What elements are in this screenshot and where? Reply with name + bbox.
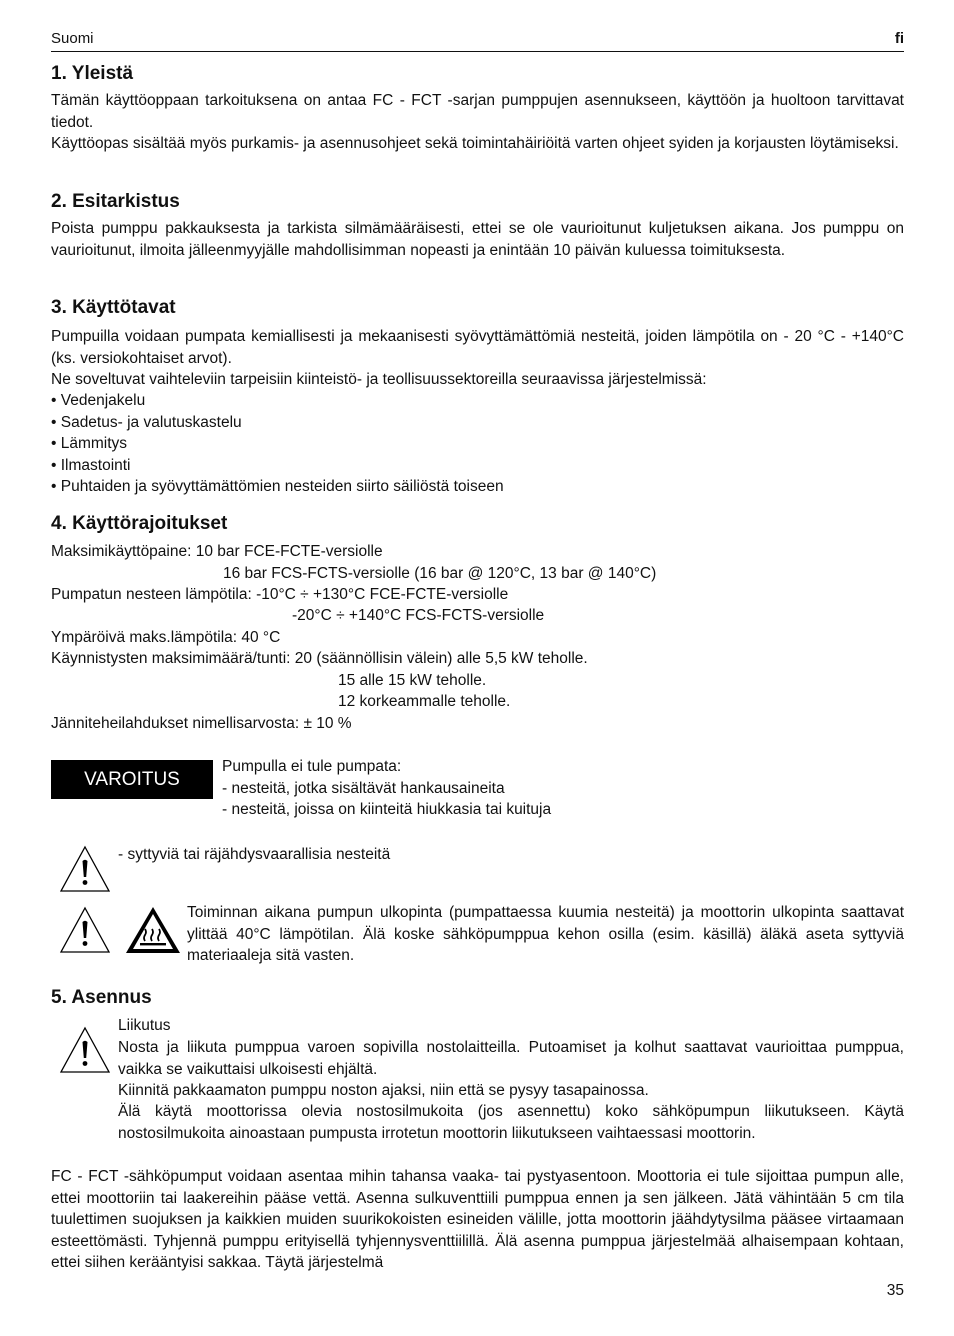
moving-para-3: Älä käytä moottorissa olevia nostosilmukoita (jos asennettu) koko sähköpumpun liikutukseen. Käytä nostosilmukoita ainoastaan pumpusta irrotetun moottorin liikutukseen vaihtaessasi moottorin.: [118, 1103, 904, 1142]
section-1-para-2: Käyttöopas sisältää myös purkamis- ja asennusohjeet sekä toimintahäiriöitä varten ohjeet syiden ja korjausten löytämiseksi.: [51, 135, 899, 152]
limit-line: -20°C ÷ +140°C FCS-FCTS-versiolle: [292, 607, 545, 624]
bullet-item: • Puhtaiden ja syövyttämättömien nesteiden siirto säiliöstä toiseen: [51, 478, 504, 495]
limit-line: 15 alle 15 kW teholle.: [338, 672, 487, 689]
general-warning-icon: [58, 905, 112, 955]
header-language: Suomi: [51, 30, 94, 47]
general-warning-icon: [58, 844, 112, 894]
section-2-para-1: Poista pumppu pakkauksesta ja tarkista silmämääräisesti, ettei se ole vaurioitunut kuljetuksen aikana. Jos pumppu on vaurioitunut, ilmoita jälleenmyyjälle mahdollisimman nopeasti ja enintään 10 päivän kuluessa toimituksesta.: [51, 220, 904, 259]
limit-line: Jänniteheilahdukset nimellisarvosta: ± 10 %: [51, 715, 352, 732]
header-rule: [51, 51, 904, 52]
warning-text: - syttyviä tai räjähdysvaarallisia nesteitä: [118, 846, 391, 863]
page-number: 35: [886, 1282, 904, 1299]
header-language-code: fi: [894, 30, 904, 47]
limit-line: 12 korkeammalle teholle.: [338, 693, 511, 710]
warning-label: VAROITUS: [51, 760, 213, 799]
general-warning-icon: [58, 1025, 112, 1075]
section-3-para-2: Ne soveltuvat vaihteleviin tarpeisiin kiinteistö- ja teollisuussektoreilla seuraavissa järjestelmissä:: [51, 371, 707, 388]
limit-line: 16 bar FCS-FCTS-versiolle (16 bar @ 120°C, 13 bar @ 140°C): [223, 565, 657, 582]
section-2-heading: 2. Esitarkistus: [51, 191, 180, 212]
moving-subheading: Liikutus: [118, 1017, 171, 1034]
installation-para: FC - FCT -sähköpumput voidaan asentaa mihin tahansa vaaka- tai pystyasentoon. Moottoria ei tule sijoittaa pumpun alle, ettei moottoriin tai laakereihin pääse vettä. Asenna sulkuventtiili pumppua ennen ja sen jälkeen. Jätä vähintään 5 cm tila tuulettimen suojuksen ja kaikkien muiden suurikokoisten esineiden välille, jotta moottorin jäähdytysilma pääsee virtaamaan esteettömästi. Tyhjennä pumppu erityisellä tyhjennysventtiilillä. Älä asenna pumppua järjestelmää alhaisempaan kohtaan, ettei siihen kerääntyisi sakkaa. Täytä järjestelmä: [51, 1168, 904, 1272]
warning-text: - nesteitä, joissa on kiinteitä hiukkasia tai kuituja: [222, 801, 552, 818]
limit-line: Ympäröivä maks.lämpötila: 40 °C: [51, 629, 281, 646]
section-4-heading: 4. Käyttörajoitukset: [51, 513, 228, 534]
warning-text: - nesteitä, jotka sisältävät hankausaineita: [222, 780, 505, 797]
warning-text: Pumpulla ei tule pumpata:: [222, 758, 402, 775]
section-5-heading: 5. Asennus: [51, 987, 152, 1008]
bullet-item: • Lämmitys: [51, 435, 128, 452]
bullet-item: • Sadetus- ja valutuskastelu: [51, 414, 242, 431]
limit-line: Käynnistysten maksimimäärä/tunti: 20 (säännöllisin välein) alle 5,5 kW teholle.: [51, 650, 588, 667]
section-1-para-1: Tämän käyttöoppaan tarkoituksena on antaa FC - FCT -sarjan pumppujen asennukseen, käyttöön ja huoltoon tarvittavat tiedot.: [51, 92, 904, 131]
section-1-heading: 1. Yleistä: [51, 63, 134, 84]
moving-para-1: Nosta ja liikuta pumppua varoen sopivilla nostolaitteilla. Putoamiset ja kolhut saattavat vaurioittaa pumppua, vaikka se vaikuttaisi ulkoisesti ehjältä.: [118, 1039, 904, 1078]
hot-surface-icon: [124, 905, 182, 955]
section-3-para-1: Pumpuilla voidaan pumpata kemiallisesti ja mekaanisesti syövyttämättömiä nesteitä, joiden lämpötila on - 20 °C - +140°C (ks. versiokohtaiset arvot).: [51, 328, 904, 367]
hot-surface-warning-text: Toiminnan aikana pumpun ulkopinta (pumpattaessa kuumia nesteitä) ja moottorin ulkopinta saattavat ylittää 40°C lämpötilan. Älä koske sähköpumppua kehon osilla (esim. käsillä) äläkä aseta syttyviä materiaaleja sitä vasten.: [187, 904, 904, 965]
bullet-item: • Vedenjakelu: [51, 392, 146, 409]
limit-line: Pumpatun nesteen lämpötila: -10°C ÷ +130°C FCE-FCTE-versiolle: [51, 586, 509, 603]
section-3-heading: 3. Käyttötavat: [51, 297, 176, 318]
limit-line: Maksimikäyttöpaine: 10 bar FCE-FCTE-versiolle: [51, 543, 383, 560]
bullet-item: • Ilmastointi: [51, 457, 131, 474]
moving-para-2: Kiinnitä pakkaamaton pumppu noston ajaksi, niin että se pysyy tasapainossa.: [118, 1082, 649, 1099]
